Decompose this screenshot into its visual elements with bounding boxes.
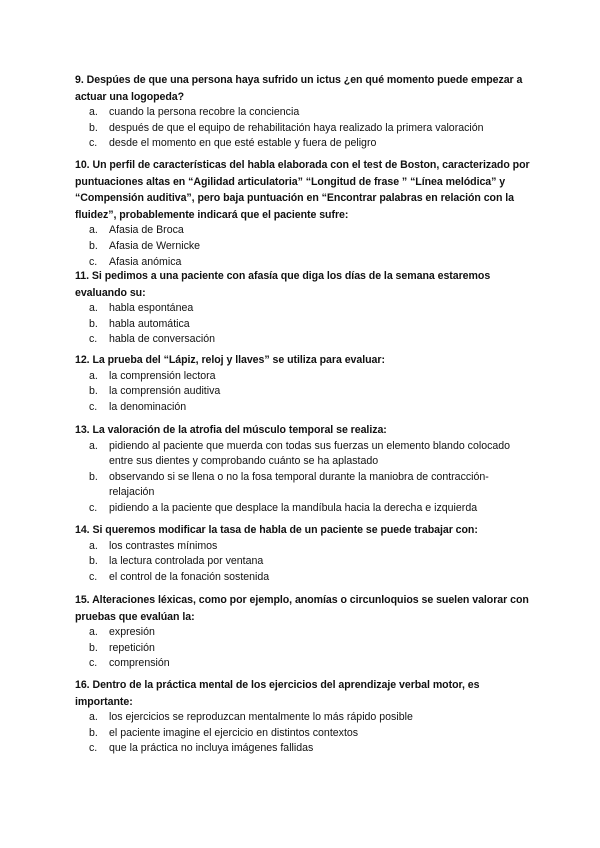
option-a <box>75 539 530 555</box>
option-b <box>75 726 530 742</box>
option-c <box>75 741 530 757</box>
option-text: que la práctica no incluya imágenes fallidas <box>109 742 314 755</box>
option-b <box>75 384 530 400</box>
question-11 <box>75 268 530 348</box>
option-letter: a. <box>89 711 98 724</box>
option-text: Afasia de Broca <box>109 224 184 237</box>
option-letter: b. <box>89 641 98 654</box>
options-list <box>75 625 530 672</box>
option-b <box>75 121 530 137</box>
option-a <box>75 439 530 470</box>
option-text: la denominación <box>109 400 187 413</box>
option-a <box>75 301 530 317</box>
option-text: repetición <box>109 641 155 654</box>
option-letter: c. <box>89 255 98 268</box>
option-b <box>75 317 530 333</box>
question-text: 10. Un perfil de características del habla elaborada con el test de Boston, caracterizado por puntuaciones altas en “Agilidad articulatoria” “Longitud de frase ” “Línea melódica” y “Compensión auditiva”, pero baja puntuación en “Encontrar palabras en relación con la fluidez”, probablemente indicará que el paciente sufre: <box>75 159 530 221</box>
option-b <box>75 470 530 501</box>
option-letter: c. <box>89 400 98 413</box>
options-list <box>75 539 530 586</box>
option-letter: c. <box>89 657 98 670</box>
option-letter: a. <box>89 106 98 119</box>
option-text: cuando la persona recobre la conciencia <box>109 106 300 119</box>
option-letter: a. <box>89 626 98 639</box>
question-10 <box>75 157 530 270</box>
option-letter: a. <box>89 439 98 452</box>
options-list <box>75 105 530 152</box>
option-text: la comprensión auditiva <box>109 385 221 398</box>
option-text: comprensión <box>109 657 170 670</box>
option-text: pidiendo a la paciente que desplace la mandíbula hacia la derecha e izquierda <box>109 501 478 514</box>
option-letter: a. <box>89 539 98 552</box>
question-text: 14. Si queremos modificar la tasa de habla de un paciente se puede trabajar con: <box>75 524 478 536</box>
option-letter: c. <box>89 333 98 346</box>
options-list <box>75 439 530 517</box>
option-letter: b. <box>89 470 98 483</box>
option-a <box>75 710 530 726</box>
option-b <box>75 554 530 570</box>
option-text: expresión <box>109 626 155 639</box>
question-text: 15. Alteraciones léxicas, como por ejemplo, anomías o circunloquios se suelen valorar con pruebas que evalúan la: <box>75 594 529 623</box>
question-16 <box>75 677 530 757</box>
option-text: habla de conversación <box>109 333 216 346</box>
option-a <box>75 105 530 121</box>
option-b <box>75 641 530 657</box>
option-a <box>75 625 530 641</box>
option-text: habla espontánea <box>109 302 194 315</box>
option-c <box>75 656 530 672</box>
question-14 <box>75 522 530 585</box>
option-text: Afasia de Wernicke <box>109 239 201 252</box>
option-text: los ejercicios se reproduzcan mentalmente lo más rápido posible <box>109 711 413 724</box>
question-text: 12. La prueba del “Lápiz, reloj y llaves” se utiliza para evaluar: <box>75 354 385 366</box>
option-letter: c. <box>89 742 98 755</box>
option-text: observando si se llena o no la fosa temporal durante la maniobra de contracción-relajación <box>109 470 489 499</box>
option-text: pidiendo al paciente que muerda con todas sus fuerzas un elemento blando colocado entre sus dientes y comprobando cuánto se ha aplastado <box>109 439 511 468</box>
options-list <box>75 710 530 757</box>
question-text: 9. Despúes de que una persona haya sufrido un ictus ¿en qué momento puede empezar a actuar una logopeda? <box>75 74 523 103</box>
option-text: el control de la fonación sostenida <box>109 570 270 583</box>
option-c <box>75 332 530 348</box>
options-list <box>75 301 530 348</box>
option-c <box>75 400 530 416</box>
option-c <box>75 501 530 517</box>
option-letter: c. <box>89 137 98 150</box>
option-letter: a. <box>89 369 98 382</box>
option-letter: b. <box>89 317 98 330</box>
question-text: 13. La valoración de la atrofia del músculo temporal se realiza: <box>75 424 387 436</box>
option-text: los contrastes mínimos <box>109 539 218 552</box>
option-letter: a. <box>89 224 98 237</box>
option-text: la comprensión lectora <box>109 369 216 382</box>
question-text: 11. Si pedimos a una paciente con afasía que diga los días de la semana estaremos evaluando su: <box>75 270 491 299</box>
option-letter: b. <box>89 385 98 398</box>
option-text: la lectura controlada por ventana <box>109 555 264 568</box>
option-text: el paciente imagine el ejercicio en distintos contextos <box>109 726 359 739</box>
option-c <box>75 136 530 152</box>
question-15 <box>75 592 530 672</box>
option-a <box>75 223 530 239</box>
option-letter: c. <box>89 501 98 514</box>
option-letter: b. <box>89 239 98 252</box>
options-list <box>75 223 530 270</box>
option-a <box>75 369 530 385</box>
option-text: después de que el equipo de rehabilitación haya realizado la primera valoración <box>109 121 484 134</box>
question-12 <box>75 352 530 415</box>
option-text: Afasia anómica <box>109 255 182 268</box>
option-letter: a. <box>89 302 98 315</box>
option-letter: b. <box>89 121 98 134</box>
option-c <box>75 570 530 586</box>
option-letter: b. <box>89 555 98 568</box>
option-letter: b. <box>89 726 98 739</box>
question-text: 16. Dentro de la práctica mental de los ejercicios del aprendizaje verbal motor, es importante: <box>75 679 480 708</box>
question-9 <box>75 72 530 152</box>
option-b <box>75 239 530 255</box>
options-list <box>75 369 530 416</box>
option-letter: c. <box>89 570 98 583</box>
question-13 <box>75 422 530 517</box>
option-text: habla automática <box>109 317 190 330</box>
option-text: desde el momento en que esté estable y fuera de peligro <box>109 137 377 150</box>
